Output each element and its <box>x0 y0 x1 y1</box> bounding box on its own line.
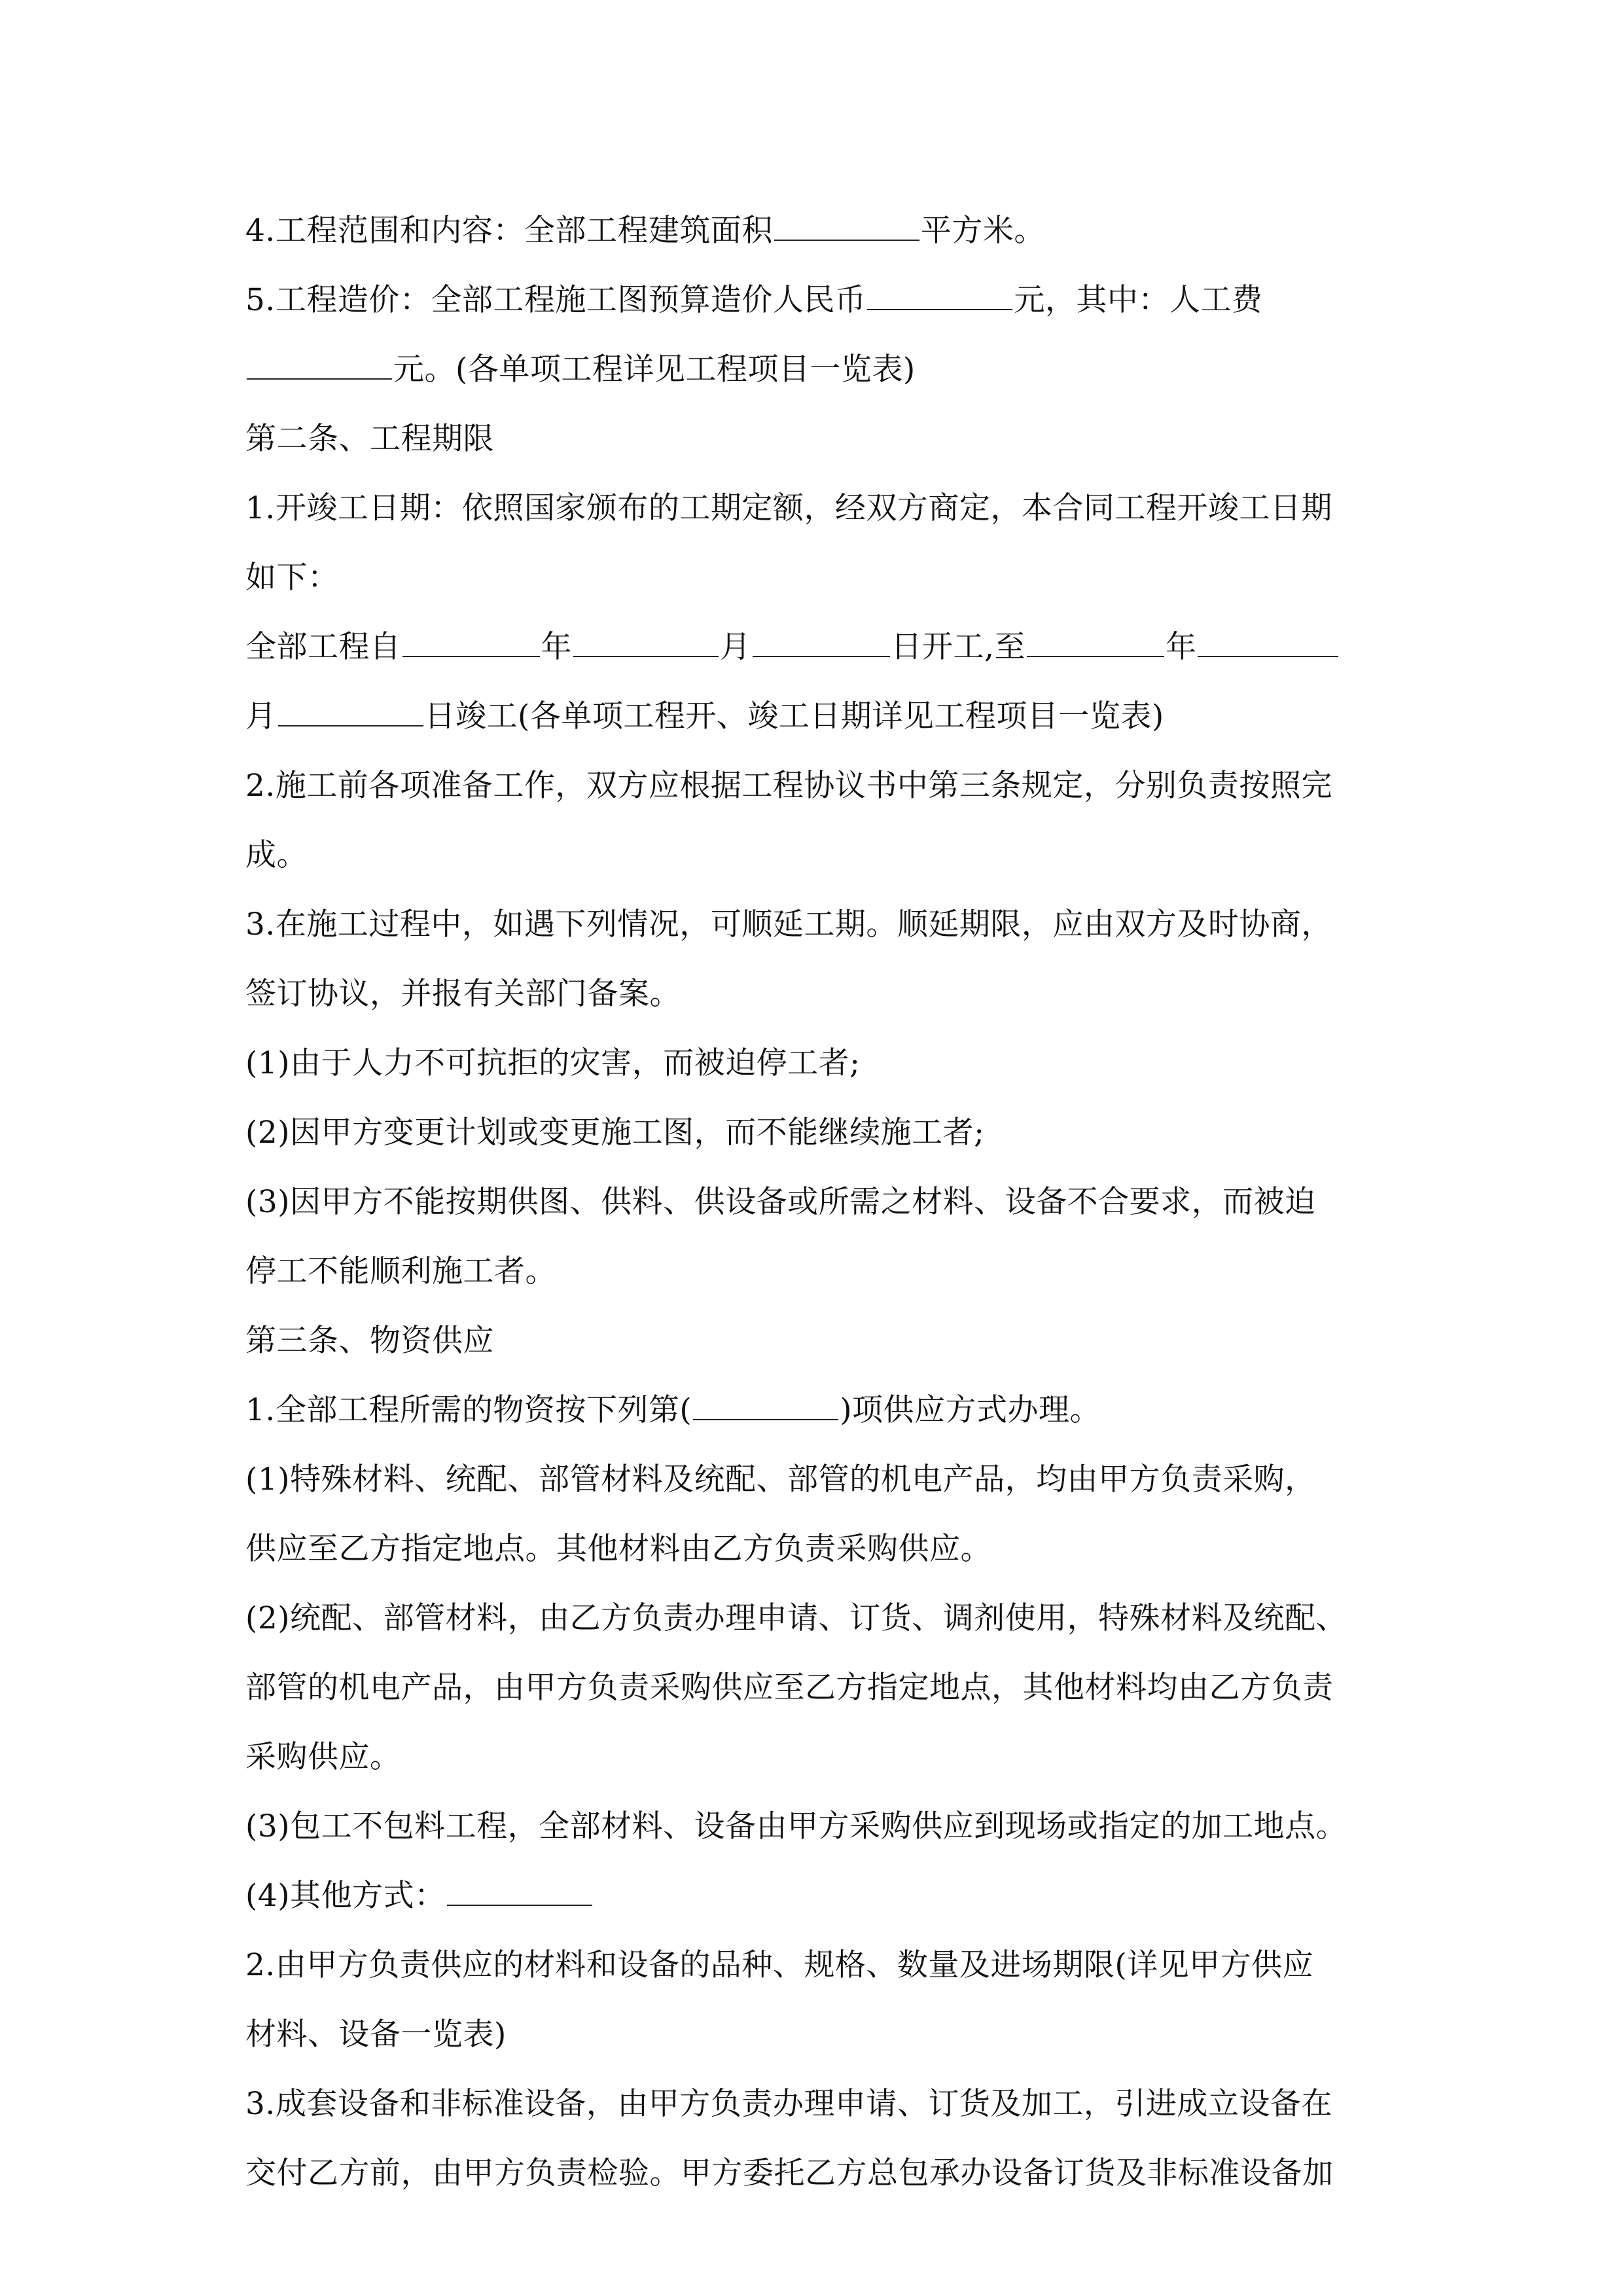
paragraph-line: 采购供应。 <box>245 1739 401 1775</box>
paragraph-line: 成。 <box>245 837 308 873</box>
blank-field <box>278 695 423 726</box>
blank-field <box>447 1874 592 1906</box>
text-segment: 平方米。 <box>920 213 1045 249</box>
paragraph-line: (1)特殊材料、统配、部管材料及统配、部管的机电产品，均由甲方负责采购， <box>245 1462 1316 1498</box>
text-segment: 全部工程自 <box>245 629 401 665</box>
paragraph-line: 交付乙方前，由甲方负责检验。甲方委托乙方总包承办设备订货及非标准设备加 <box>245 2155 1334 2191</box>
paragraph-line: (2)统配、部管材料，由乙方负责办理申请、订货、调剂使用，特殊材料及统配、 <box>245 1600 1347 1636</box>
blank-field <box>774 209 919 241</box>
paragraph-line: 2.由甲方负责供应的材料和设备的品种、规格、数量及进场期限(详见甲方供应 <box>245 1947 1314 1983</box>
blank-field <box>693 1389 838 1420</box>
text-segment: 月 <box>245 698 277 734</box>
paragraph-line <box>245 1376 1384 1445</box>
contract-body <box>245 196 1384 2208</box>
text-segment: 元，其中：人工费 <box>1014 282 1263 318</box>
text-segment: )项供应方式办理。 <box>840 1392 1101 1428</box>
paragraph-line <box>245 613 1384 682</box>
paragraph-line <box>245 682 1384 751</box>
text-segment: 年 <box>1165 629 1197 665</box>
blank-field <box>753 626 890 657</box>
section-heading: 第二条、工程期限 <box>245 421 494 457</box>
paragraph-line: 供应至乙方指定地点。其他材料由乙方负责采购供应。 <box>245 1531 991 1567</box>
blank-field <box>573 626 719 657</box>
text-segment: 月 <box>720 629 751 665</box>
text-segment: 年 <box>541 629 572 665</box>
paragraph-line <box>245 266 1384 335</box>
blank-field <box>867 279 1012 310</box>
paragraph-line <box>245 335 1384 404</box>
blank-field <box>1027 626 1164 657</box>
paragraph-line: (2)因甲方变更计划或变更施工图，而不能继续施工者; <box>245 1115 985 1151</box>
paragraph-line: 停工不能顺利施工者。 <box>245 1253 556 1289</box>
paragraph-line: 如下： <box>245 560 339 596</box>
text-segment: 5.工程造价：全部工程施工图预算造价人民币 <box>245 282 866 318</box>
text-segment: 元。(各单项工程详见工程项目一览表) <box>393 351 916 387</box>
text-segment: 1.全部工程所需的物资按下列第( <box>245 1392 692 1428</box>
text-segment: 日竣工(各单项工程开、竣工日期详见工程项目一览表) <box>424 698 1164 734</box>
blank-field <box>1198 626 1338 657</box>
paragraph-line: 材料、设备一览表) <box>245 2017 507 2053</box>
paragraph-line: 3.在施工过程中，如遇下列情况，可顺延工期。顺延期限，应由双方及时协商， <box>245 906 1332 942</box>
paragraph-line: 部管的机电产品，由甲方负责采购供应至乙方指定地点，其他材料均由乙方负责 <box>245 1670 1334 1706</box>
text-segment: (4)其他方式： <box>245 1878 446 1914</box>
blank-field <box>402 626 540 657</box>
text-segment: 4.工程范围和内容：全部工程建筑面积 <box>245 213 773 249</box>
section-heading: 第三条、物资供应 <box>245 1323 494 1359</box>
paragraph-line: 签订协议，并报有关部门备案。 <box>245 976 681 1012</box>
paragraph-line <box>245 196 1384 266</box>
paragraph-line: 3.成套设备和非标准设备，由甲方负责办理申请、订货及加工，引进成立设备在 <box>245 2086 1332 2122</box>
paragraph-line: 1.开竣工日期：依照国家颁布的工期定额，经双方商定，本合同工程开竣工日期 <box>245 490 1332 526</box>
blank-field <box>247 348 392 380</box>
text-segment: 日开工,至 <box>891 629 1026 665</box>
paragraph-line: (3)因甲方不能按期供图、供料、供设备或所需之材料、设备不合要求，而被迫 <box>245 1184 1316 1220</box>
paragraph-line <box>245 1861 1384 1931</box>
paragraph-line: (1)由于人力不可抗拒的灾害，而被迫停工者; <box>245 1045 861 1081</box>
paragraph-line: 2.施工前各项准备工作，双方应根据工程协议书中第三条规定，分别负责按照完 <box>245 768 1332 804</box>
paragraph-line: (3)包工不包料工程，全部材料、设备由甲方采购供应到现场或指定的加工地点。 <box>245 1808 1347 1844</box>
